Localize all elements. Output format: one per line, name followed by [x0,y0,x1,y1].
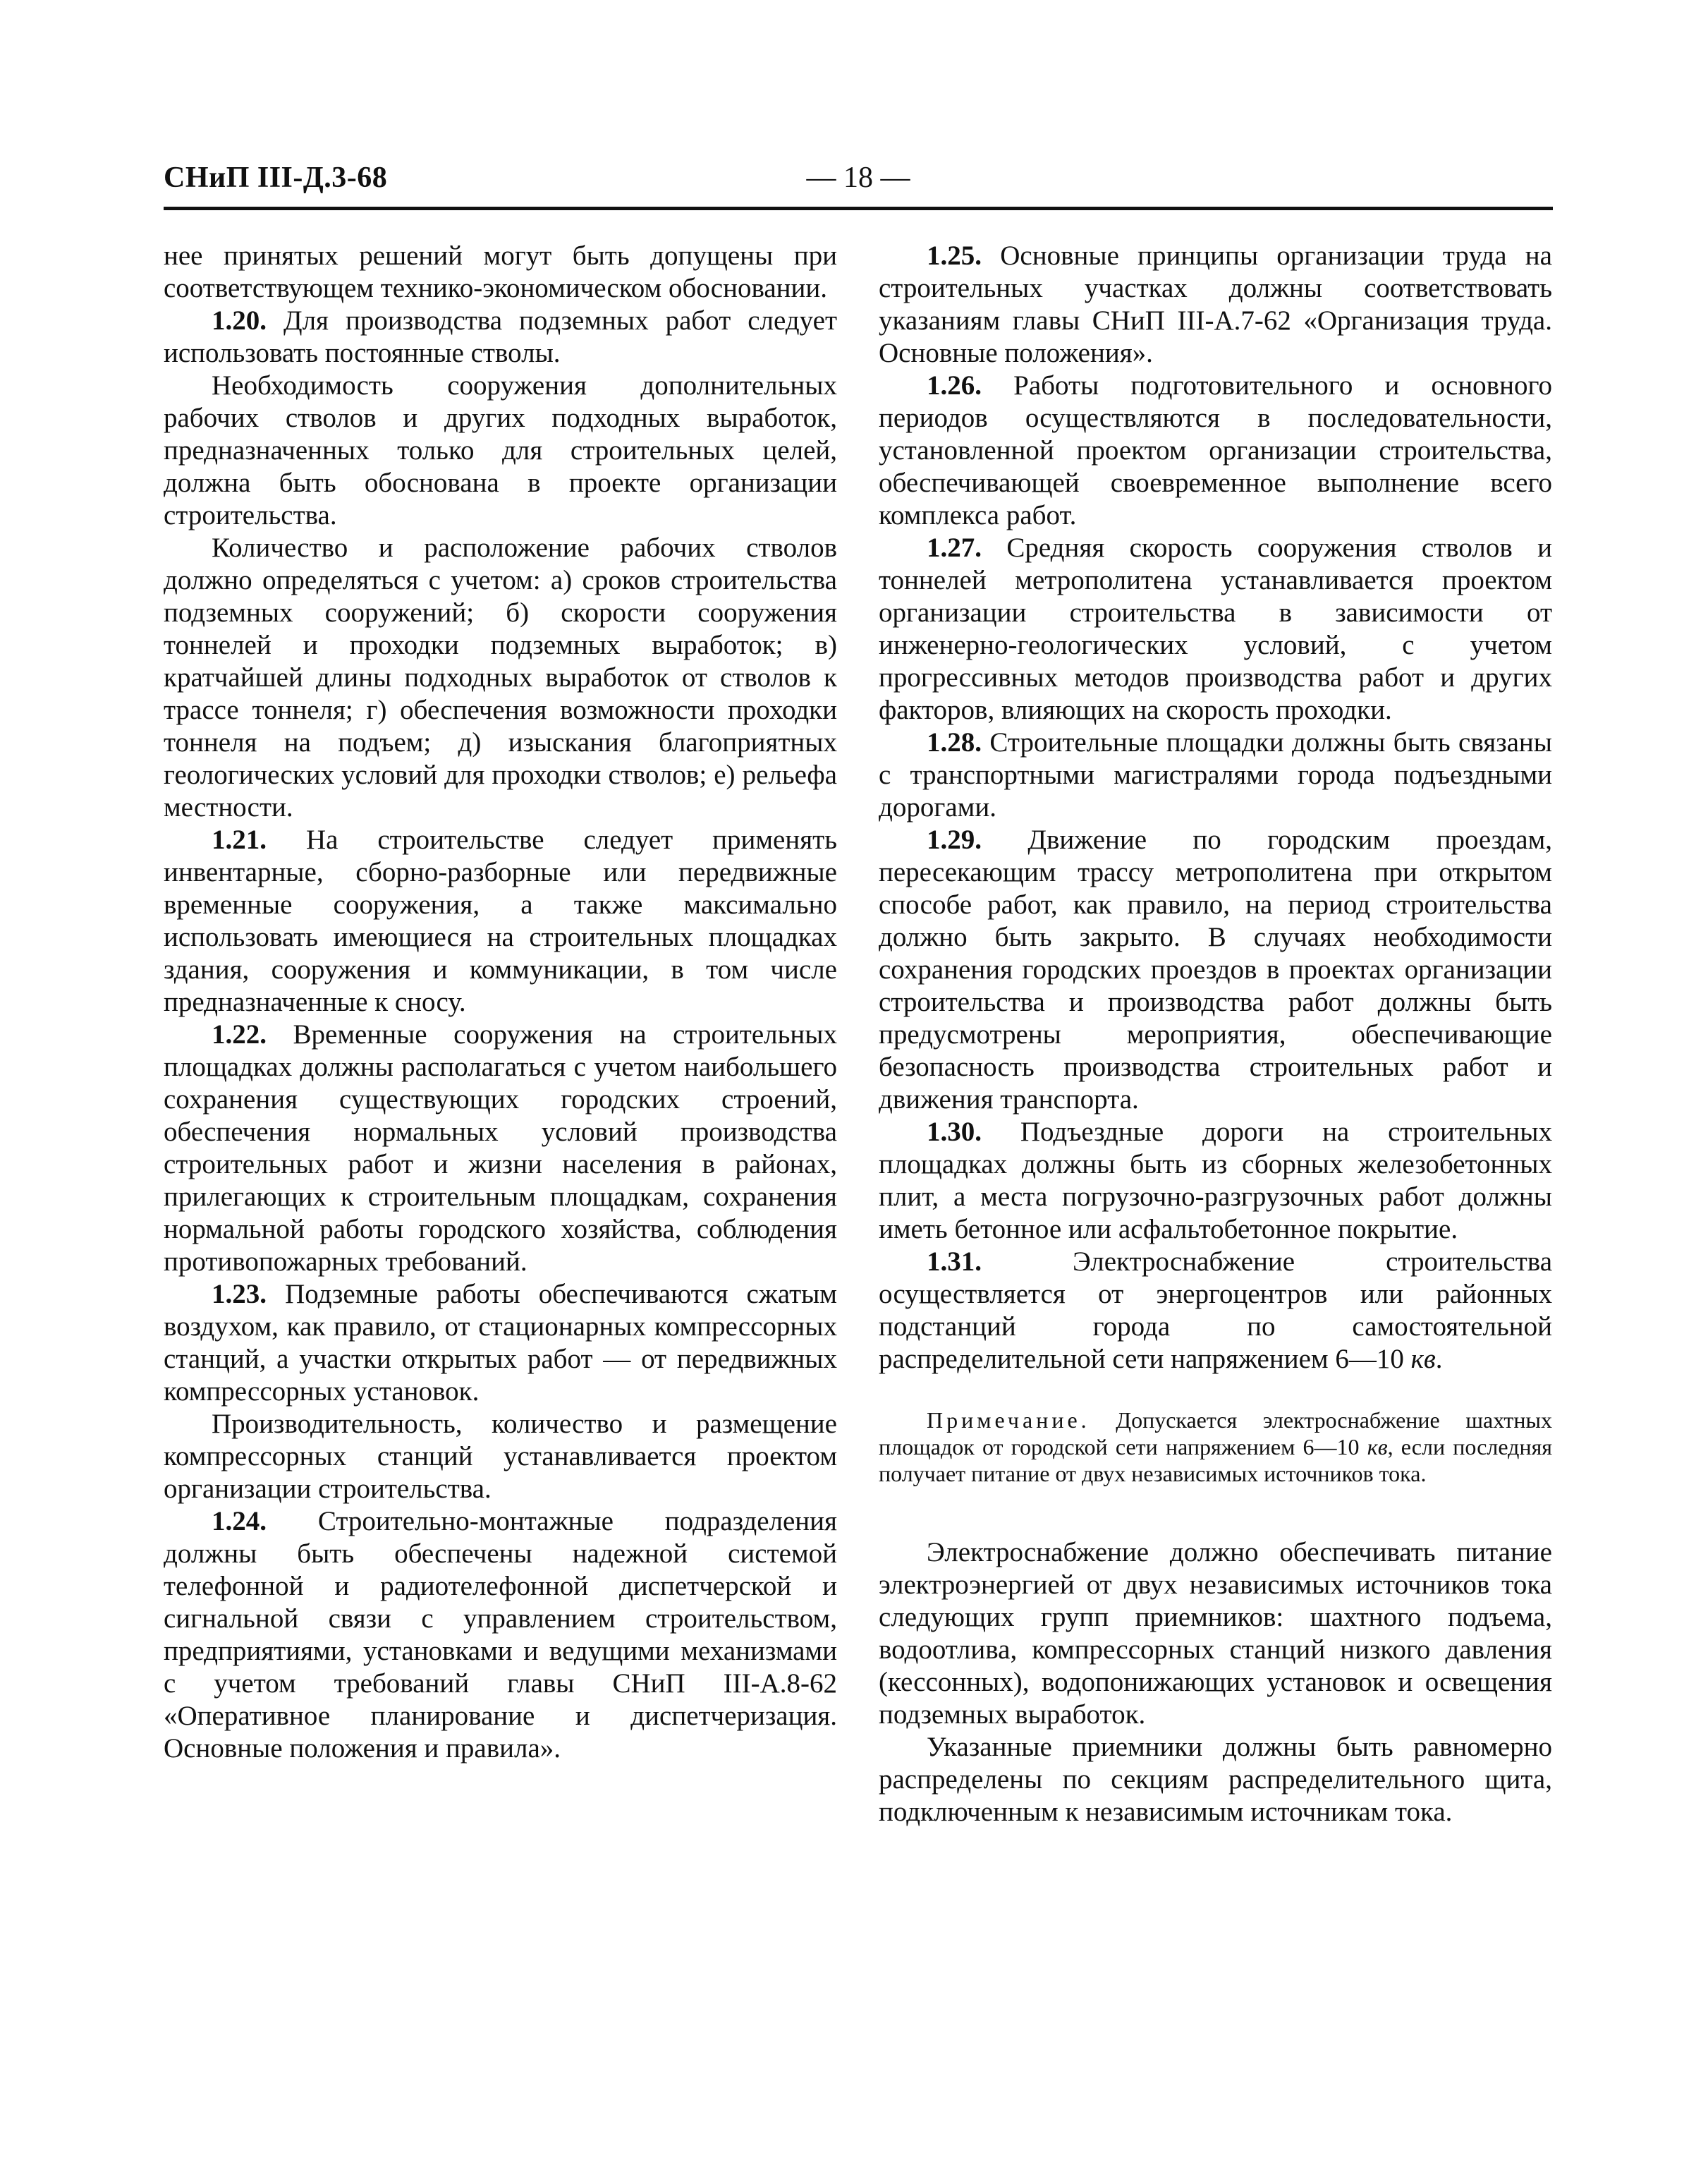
clause-1-21 [164,824,837,1019]
paragraph-text: нее принятых решений могут быть допущены при соответствующем технико-экономическом обосновании. [164,241,837,303]
paragraph-text: Количество и расположение рабочих стволов должно определяться с учетом: а) сроков строительства подземных сооружений; б) скорости сооружения тоннелей и проходки подземных выработок; в) кратчайшей длины подходных выработок от стволов к трассе тоннеля; г) обеспечения возможности проходки тоннеля на подъем; д) изыскания благоприятных геологических условий для проходки стволов; е) рельефа местности. [164,533,837,823]
clause-text: Электроснабжение строительства осуществляется от энергоцентров или районных подстанций города по самостоятельной распределительной сети напряжением 6—10 [879,1246,1552,1374]
left-column [164,240,837,1765]
clause-text: Основные принципы организации труда на строительных участках должны соответствовать указаниям главы СНиП III-А.7-62 «Организация труда. Основные положения». [879,241,1552,368]
clause-number: 1.31. [927,1246,982,1277]
note-unit-kv: кв [1367,1434,1388,1459]
clause-number: 1.22. [212,1019,267,1050]
clause-text: Для производства подземных работ следует использовать постоянные стволы. [164,305,837,368]
clause-text: Работы подготовительного и основного периодов осуществляются в последовательности, установленной проектом организации строительства, обеспечивающей своевременное выполнение всего комплекса работ. [879,370,1552,530]
clause-text: Временные сооружения на строительных площадках должны располагаться с учетом наибольшего сохранения существующих городских строений, обеспечения нормальных условий производства строительных работ и жизни населения в районах, прилегающих к строительным площадкам, сохранения нормальной работы городского хозяйства, соблюдения противопожарных требований. [164,1019,837,1277]
clause-1-24 [164,1505,837,1765]
clause-1-29 [879,824,1552,1116]
clause-1-23 [164,1278,837,1408]
clause-number: 1.30. [927,1117,982,1147]
clause-1-30 [879,1116,1552,1246]
clause-number: 1.20. [212,305,267,336]
paragraph [164,532,837,824]
document-code: СНиП III-Д.3-68 [164,162,388,194]
right-column [879,240,1552,1828]
paragraph-text: Производительность, количество и размещение компрессорных станций устанавливается проектом организации строительства. [164,1409,837,1504]
clause-text: Движение по городским проездам, пересекающим трассу метрополитена при открытом способе работ, как правило, на период строительства должно быть закрыто. В случаях необходимости сохранения городских проездов в проектах организации строительства и производства работ должны быть предусмотрены мероприятия, обеспечивающие безопасность производства строительных работ и движения транспорта. [879,825,1552,1115]
clause-1-28 [879,727,1552,824]
note-text: Допускается электроснабжение шахтных площадок от городской сети напряжением 6—10 [879,1407,1552,1459]
clause-number: 1.26. [927,370,982,401]
clause-number: 1.29. [927,825,982,855]
clause-text-end: . [1435,1344,1443,1374]
clause-1-26 [879,370,1552,532]
paragraph-text: Указанные приемники должны быть равномерно распределены по секциям распределительного щита, подключенным к независимым источникам тока. [879,1732,1552,1827]
clause-number: 1.28. [927,727,982,758]
note-text-end: , если последняя получает питание от двух независимых источников тока. [879,1434,1553,1486]
paragraph-continuation [164,240,837,305]
paragraph-text: Электроснабжение должно обеспечивать питание электроэнергией от двух независимых источников тока следующих групп приемников: шахтного подъема, водоотлива, компрессорных станций низкого давления (кессонных), водопонижающих установок и освещения подземных выработок. [879,1537,1552,1730]
paragraph [164,370,837,532]
paragraph [164,1408,837,1505]
clause-1-22 [164,1019,837,1278]
paragraph-text: Необходимость сооружения дополнительных рабочих стволов и других подходных выработок, предназначенных только для строительных целей, должна быть обоснована в проекте организации строительства. [164,370,837,530]
clause-1-20 [164,305,837,370]
clause-1-25 [879,240,1552,370]
note-spacing [879,1487,1552,1536]
clause-text: Строительные площадки должны быть связаны с транспортными магистралями города подъездными дорогами. [879,727,1552,823]
clause-text: Подземные работы обеспечиваются сжатым воздухом, как правило, от стационарных компрессорных станций, а участки открытых работ — от передвижных компрессорных установок. [164,1279,837,1407]
note-label: Примечание. [927,1407,1090,1433]
clause-number: 1.27. [927,533,982,563]
clause-text: Строительно-монтажные подразделения должны быть обеспечены надежной системой телефонной и радиотелефонной диспетчерской и сигнальной связи с управлением строительством, предприятиями, установками и ведущими механизмами с учетом требований главы СНиП III-А.8-62 «Оперативное планирование и диспетчеризация. Основные положения и правила». [164,1506,837,1764]
clause-number: 1.24. [212,1506,267,1536]
header-divider [164,207,1553,210]
clause-1-31 [879,1246,1552,1376]
clause-number: 1.23. [212,1279,267,1309]
unit-kv: кв [1410,1344,1436,1374]
clause-number: 1.21. [212,825,267,855]
note [879,1407,1552,1487]
clause-1-27 [879,532,1552,727]
clause-number: 1.25. [927,241,982,271]
paragraph [879,1731,1552,1828]
clause-text: Средняя скорость сооружения стволов и тоннелей метрополитена устанавливается проектом организации строительства в зависимости от инженерно-геологических условий, с учетом прогрессивных методов производства работ и других факторов, влияющих на скорость проходки. [879,533,1552,725]
clause-text: На строительстве следует применять инвентарные, сборно-разборные или передвижные временные сооружения, а также максимально использовать имеющиеся на строительных площадках здания, сооружения и коммуникации, в том числе предназначенные к сносу. [164,825,837,1017]
page-header [164,161,1553,212]
clause-text: Подъездные дороги на строительных площадках должны быть из сборных железобетонных плит, а места погрузочно-разгрузочных работ должны иметь бетонное или асфальтобетонное покрытие. [879,1117,1552,1244]
paragraph [879,1536,1552,1731]
page-number: — 18 — [806,162,910,194]
